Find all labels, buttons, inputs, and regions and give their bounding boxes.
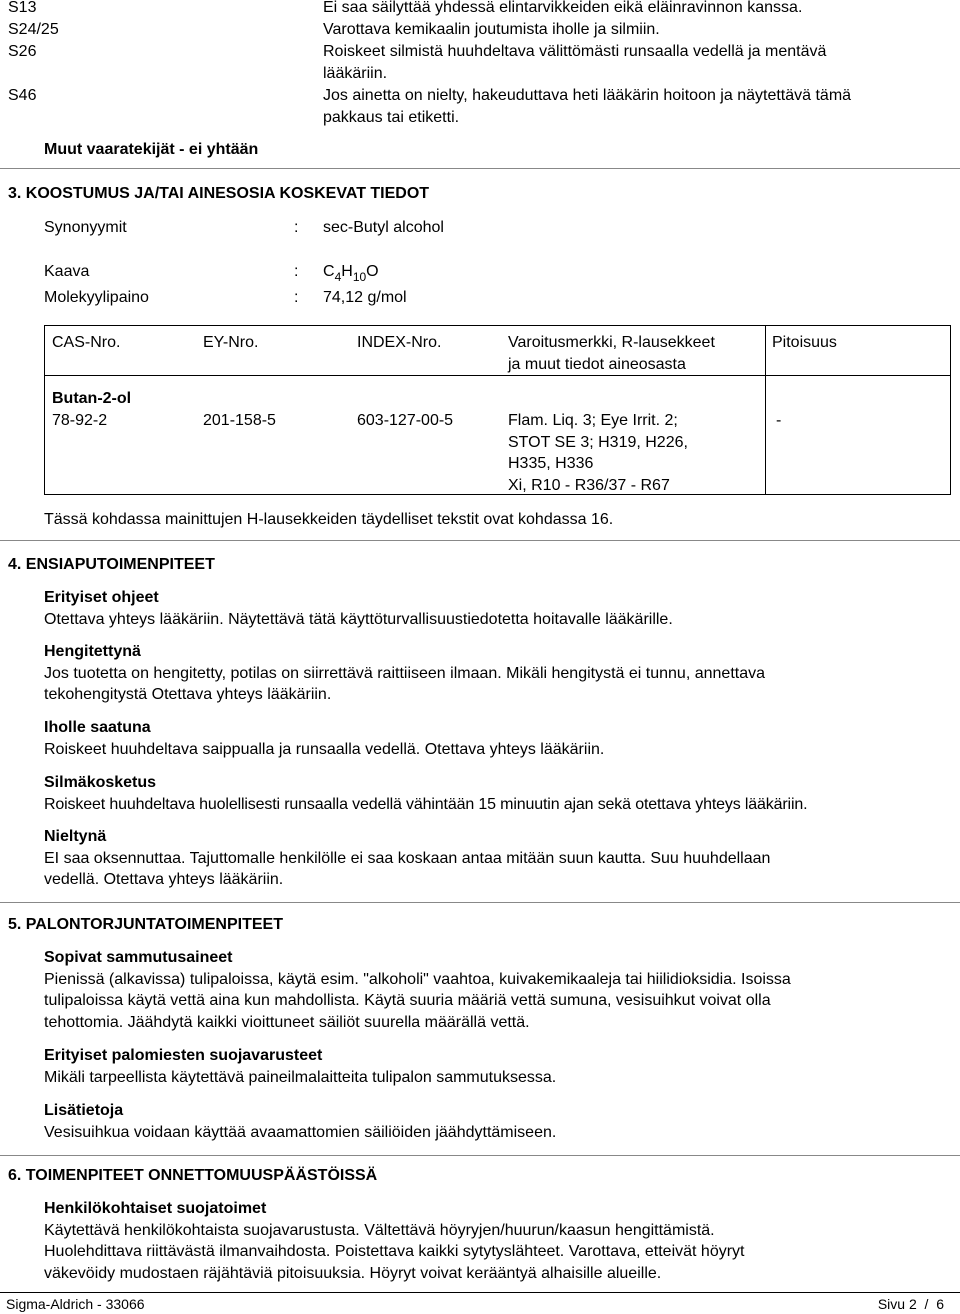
formula-value: $C_4H_{10}O$ (323, 263, 379, 284)
h-statement-note: Tässä kohdassa mainittujen H-lausekkeiden täydelliset tekstit ovat kohdassa 16. (44, 511, 614, 528)
divider (0, 540, 960, 541)
molecular-weight-value: 74,12 g/mol (323, 289, 407, 306)
section-heading: 6. TOIMENPITEET ONNETTOMUUSPÄÄSTÖISSÄ (8, 1167, 378, 1184)
hazard-info: Flam. Liq. 3; Eye Irrit. 2; STOT SE 3; H319, H226, H335, H336 Xi, R10 - R36/37 - R67 (508, 412, 688, 494)
section-heading: 3. KOOSTUMUS JA/TAI AINESOSIA KOSKEVAT TIEDOT (8, 185, 430, 202)
page-number: Sivu 2 / 6 (877, 1296, 944, 1312)
firefighting-item (44, 1045, 556, 1088)
subsection-title: Iholle saatuna (44, 719, 151, 736)
phrase-code: S46 (8, 87, 37, 104)
phrase-text: Jos ainetta on nielty, hakeuduttava heti lääkärin hoitoon ja näytettävä tämä pakkaus tai etiketti. (323, 87, 852, 126)
other-hazards: Muut vaaratekijät - ei yhtään (44, 141, 259, 158)
subsection-text: Roiskeet huuhdeltava saippualla ja runsaalla vedellä. Otettava yhteys lääkäriin. (44, 740, 605, 758)
synonyms-value: sec-Butyl alcohol (323, 219, 444, 236)
subsection-title: Henkilökohtaiset suojatoimet (44, 1200, 267, 1217)
subsection-title: Erityiset palomiesten suojavarusteet (44, 1047, 323, 1064)
subsection-text: EI saa oksennuttaa. Tajuttomalle henkilölle ei saa koskaan antaa mitään suun kautta. Suu huuhdellaan vedellä. Otettava yhteys lääkäriin. (44, 849, 771, 888)
ec-number: 201-158-5 (203, 412, 276, 429)
phrase-code: S24/25 (8, 21, 59, 38)
concentration: - (776, 412, 782, 429)
subsection-text: Vesisuihkua voidaan käyttää avaamattomien säiliöiden jäähdyttämiseen. (44, 1123, 557, 1141)
firefighting-item (44, 947, 791, 1033)
phrase-text: Ei saa säilyttää yhdessä elintarvikkeiden eikä eläinravinnon kanssa. (323, 0, 803, 16)
phrase-code: S26 (8, 43, 37, 60)
section-heading: 4. ENSIAPUTOIMENPITEET (8, 556, 215, 573)
first-aid-item (44, 772, 807, 815)
subsection-text: Mikäli tarpeellista käytettävä paineilmalaitteita tulipalon sammutuksessa. (44, 1068, 557, 1086)
subsection-text: Käytettävä henkilökohtaista suojavarustusta. Vältettävä höyryjen/huurun/kaasun hengittämistä. Huolehdittava riittävästä ilmanvaihdosta. Poistettava kaikki sytytyslähteet. Varottava, etteivät höyryt väkevöidy mudostaen räjähtäviä pitoisuuksia. Höyryt voivat kerääntyä alhaisille alueille. (44, 1221, 745, 1282)
subsection-text: Pienissä (alkavissa) tulipaloissa, käytä esim. "alkoholi" vaahtoa, kuivakemikaaleja tai hiilidioksidia. Isoissa tulipaloissa käytä vettä aina kun mahdollista. Käytä suuria määriä vettä sumuna, vesisuihkut voivat olla tehottomia. Jäähdytä kaikki vioittuneet säiliöt suurella määrällä vettä. (44, 970, 791, 1031)
firefighting-item (44, 1100, 556, 1143)
column-header: Pitoisuus (772, 334, 837, 351)
subsection-title: Nieltynä (44, 828, 107, 845)
index-number: 603-127-00-5 (357, 412, 454, 429)
subsection-title: Lisätietoja (44, 1102, 124, 1119)
phrase-code: S13 (8, 0, 37, 16)
colon: : (294, 219, 299, 236)
phrase-text: Varottava kemikaalin joutumista iholle ja silmiin. (323, 21, 660, 38)
phrase-text: Roiskeet silmistä huuhdeltava välittömästi runsaalla vedellä ja mentävä lääkäriin. (323, 43, 827, 82)
first-aid-item (44, 641, 765, 706)
accidental-release-item (44, 1198, 744, 1284)
formula-label: Kaava (44, 263, 90, 280)
subsection-title: Erityiset ohjeet (44, 589, 159, 606)
divider (0, 168, 960, 169)
footer-divider (0, 1292, 960, 1293)
subsection-text: Roiskeet huuhdeltava huolellisesti runsaalla vedellä vähintään 15 minuutin ajan sekä otettava yhteys lääkäriin. (44, 795, 808, 813)
substance-name: Butan-2-ol (52, 390, 132, 407)
cas-number: 78-92-2 (52, 412, 108, 429)
column-header: INDEX-Nro. (357, 334, 442, 351)
colon: : (294, 289, 299, 306)
section-heading: 5. PALONTORJUNTATOIMENPITEET (8, 916, 283, 933)
footer-company: Sigma-Aldrich - 33066 (6, 1296, 145, 1312)
subsection-title: Silmäkosketus (44, 774, 157, 791)
first-aid-item (44, 826, 770, 891)
divider (0, 1155, 960, 1156)
column-header: EY-Nro. (203, 334, 259, 351)
colon: : (294, 263, 299, 280)
first-aid-item (44, 717, 604, 760)
column-header: CAS-Nro. (52, 334, 121, 351)
divider (0, 902, 960, 903)
column-header: Varoitusmerkki, R-lausekkeet ja muut tiedot aineosasta (508, 334, 715, 373)
subsection-title: Hengitettynä (44, 643, 141, 660)
synonyms-label: Synonyymit (44, 219, 127, 236)
molecular-weight-label: Molekyylipaino (44, 289, 149, 306)
subsection-title: Sopivat sammutusaineet (44, 949, 233, 966)
first-aid-item (44, 587, 673, 630)
subsection-text: Otettava yhteys lääkäriin. Näytettävä tätä käyttöturvallisuustiedotetta hoitavalle lääkärille. (44, 610, 673, 628)
subsection-text: Jos tuotetta on hengitetty, potilas on siirrettävä raittiiseen ilmaan. Mikäli hengitystä ei tunnu, annettava tekohengitystä Otettava yhteys lääkäriin. (44, 664, 765, 703)
